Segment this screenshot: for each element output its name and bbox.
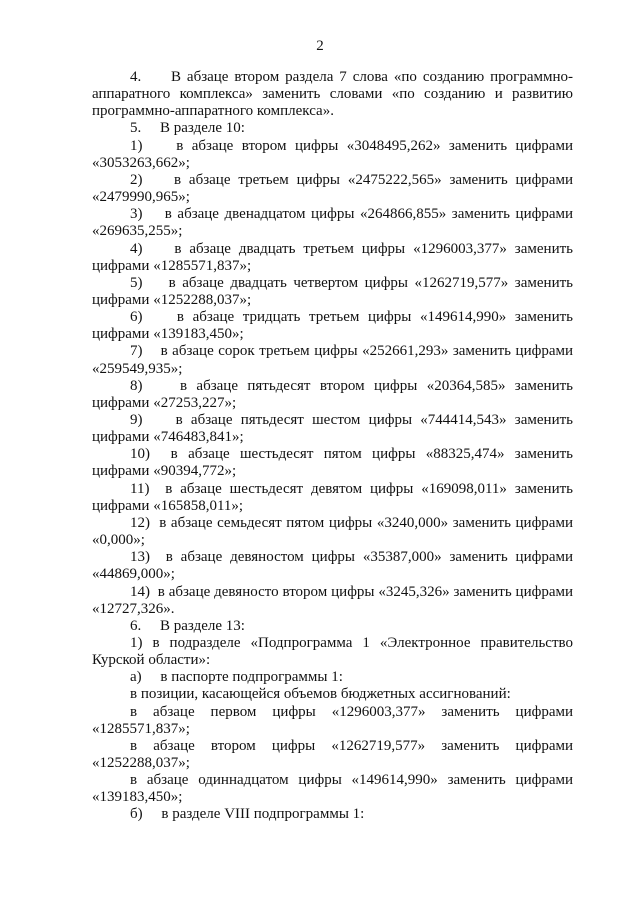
text-line: «0,000»; bbox=[92, 532, 145, 549]
text-line: б) в разделе VIII подпрограммы 1: bbox=[130, 806, 365, 823]
text-line: 12) в абзаце семьдесят пятом цифры «3240,000» заменить цифрами bbox=[130, 514, 573, 531]
text-line: «3053263,662»; bbox=[92, 154, 190, 171]
text-line: «1285571,837»; bbox=[92, 720, 190, 737]
text-line: цифрами «746483,841»; bbox=[92, 429, 244, 446]
text-line: 2) в абзаце третьем цифры «2475222,565» заменить цифрами bbox=[130, 171, 573, 188]
text-line: «259549,935»; bbox=[92, 360, 183, 377]
text-line: 14) в абзаце девяносто втором цифры «3245,326» заменить цифрами bbox=[130, 583, 573, 600]
text-line: «269635,255»; bbox=[92, 223, 183, 240]
text-line: «44869,000»; bbox=[92, 566, 175, 583]
page-number: 2 bbox=[316, 38, 324, 54]
text-line: аппаратного комплекса» заменить словами «по созданию и развитию bbox=[92, 86, 573, 103]
text-line: 6) в абзаце тридцать третьем цифры «149614,990» заменить bbox=[130, 309, 573, 326]
text-line: цифрами «27253,227»; bbox=[92, 394, 237, 411]
text-line: «2479990,965»; bbox=[92, 189, 190, 206]
text-line: 4) в абзаце двадцать третьем цифры «1296003,377» заменить bbox=[130, 240, 573, 257]
text-line: 11) в абзаце шестьдесят девятом цифры «169098,011» заменить bbox=[130, 480, 573, 497]
text-line: Курской области»: bbox=[92, 652, 211, 669]
text-line: «139183,450»; bbox=[92, 789, 183, 806]
text-line: 1) в подразделе «Подпрограмма 1 «Электронное правительство bbox=[130, 634, 573, 651]
text-line: «12727,326». bbox=[92, 600, 175, 617]
text-line: цифрами «165858,011»; bbox=[92, 497, 244, 514]
text-line: в абзаце втором цифры «1262719,577» заменить цифрами bbox=[130, 737, 573, 754]
text-line: 5) в абзаце двадцать четвертом цифры «1262719,577» заменить bbox=[130, 274, 573, 291]
text-line: цифрами «90394,772»; bbox=[92, 463, 237, 480]
text-line: цифрами «139183,450»; bbox=[92, 326, 244, 343]
text-line: в абзаце одиннадцатом цифры «149614,990» заменить цифрами bbox=[130, 772, 573, 789]
text-line: 5. В разделе 10: bbox=[130, 120, 245, 137]
text-line: 9) в абзаце пятьдесят шестом цифры «744414,543» заменить bbox=[130, 412, 573, 428]
text-line: 4. В абзаце втором раздела 7 слова «по созданию программно- bbox=[130, 69, 573, 85]
text-line: 1) в абзаце втором цифры «3048495,262» заменить цифрами bbox=[130, 137, 573, 154]
text-line: 13) в абзаце девяностом цифры «35387,000» заменить цифрами bbox=[130, 549, 573, 566]
text-line: 10) в абзаце шестьдесят пятом цифры «88325,474» заменить bbox=[130, 446, 573, 463]
text-line: цифрами «1285571,837»; bbox=[92, 257, 252, 274]
text-line: 8) в абзаце пятьдесят втором цифры «20364,585» заменить bbox=[130, 377, 573, 394]
text-line: 3) в абзаце двенадцатом цифры «264866,855» заменить цифрами bbox=[130, 206, 573, 223]
text-line: «1252288,037»; bbox=[92, 755, 190, 771]
text-line: программно-аппаратного комплекса». bbox=[92, 103, 334, 120]
text-line: 7) в абзаце сорок третьем цифры «252661,293» заменить цифрами bbox=[130, 343, 573, 360]
text-line: цифрами «1252288,037»; bbox=[92, 291, 252, 308]
text-line: 6. В разделе 13: bbox=[130, 617, 245, 634]
text-line: в позиции, касающейся объемов бюджетных ассигнований: bbox=[130, 686, 511, 703]
text-line: а) в паспорте подпрограммы 1: bbox=[130, 669, 343, 686]
text-line: в абзаце первом цифры «1296003,377» заменить цифрами bbox=[130, 703, 573, 720]
